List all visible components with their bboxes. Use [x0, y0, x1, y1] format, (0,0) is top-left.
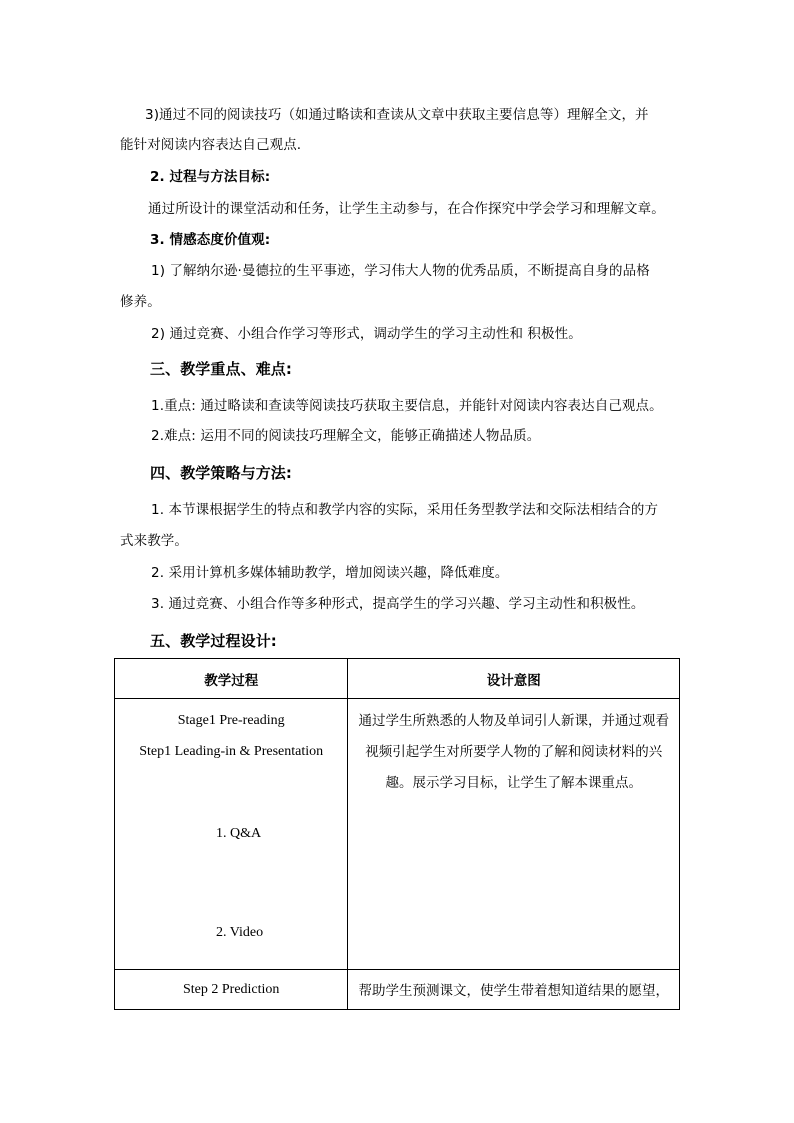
process-method-heading: 2. 过程与方法目标: [150, 169, 271, 185]
strategy-1-line-2: 式来教学。 [120, 533, 188, 549]
strategy-3: 3. 通过竞赛、小组合作等多种形式，提高学生的学习兴趣、学习主动性和积极性。 [151, 596, 645, 612]
table-row [115, 699, 680, 970]
intent1-line-3: 趣。展示学习目标，让学生了解本课重点。 [385, 775, 642, 791]
emotion-values-heading: 3. 情感态度价值观: [150, 232, 271, 248]
qa-item: 1. Q&A [216, 826, 262, 841]
intent2-line-1: 帮助学生预测课文，使学生带着想知道结果的愿望， [358, 983, 669, 999]
intent1-line-2: 视频引起学生对所要学人物的了解和阅读材料的兴 [365, 744, 663, 760]
process-cell-step2 [115, 970, 348, 1010]
section-4-heading: 四、教学策略与方法: [150, 464, 292, 482]
intent-cell-step2 [348, 970, 680, 1010]
header-teaching-process: 教学过程 [115, 659, 348, 699]
difficult-point: 2.难点: 运用不同的阅读技巧理解全文，能够正确描述人物品质。 [151, 428, 541, 444]
intent-cell-stage1 [348, 699, 680, 970]
stage1-label: Stage1 Pre-reading [177, 713, 285, 728]
step1-label: Step1 Leading-in & Presentation [139, 744, 324, 759]
process-method-text: 通过所设计的课堂活动和任务，让学生主动参与，在合作探究中学会学习和理解文章。 [148, 201, 665, 217]
emotion-item-1-line-1: 1) 了解纳尔逊·曼德拉的生平事迹，学习伟大人物的优秀品质，不断提高自身的品格 [151, 263, 650, 279]
video-item: 2. Video [216, 925, 264, 940]
objective-3-line-2: 能针对阅读内容表达自己观点. [120, 137, 302, 153]
emotion-item-1-line-2: 修养。 [120, 294, 161, 310]
strategy-1-line-1: 1. 本节课根据学生的特点和教学内容的实际，采用任务型教学法和交际法相结合的方 [151, 502, 659, 518]
key-point: 1.重点: 通过略读和查读等阅读技巧获取主要信息，并能针对阅读内容表达自己观点。 [151, 398, 663, 414]
header-design-intent: 设计意图 [348, 659, 680, 699]
table-header-row [115, 659, 680, 699]
step2-label: Step 2 Prediction [182, 982, 280, 997]
emotion-item-2: 2) 通过竞赛、小组合作学习等形式，调动学生的学习主动性和 积极性。 [151, 326, 582, 342]
process-cell-stage1 [115, 699, 348, 970]
teaching-process-table [114, 658, 680, 1010]
intent1-line-1: 通过学生所熟悉的人物及单词引人新课，并通过观看 [358, 713, 669, 729]
table-row [115, 970, 680, 1010]
strategy-2: 2. 采用计算机多媒体辅助教学，增加阅读兴趣，降低难度。 [151, 565, 509, 581]
objective-3-line-1: 3)通过不同的阅读技巧（如通过略读和查读从文章中获取主要信息等）理解全文，并 [145, 107, 649, 123]
section-3-heading: 三、教学重点、难点: [150, 360, 292, 378]
section-5-heading: 五、教学过程设计: [150, 632, 277, 650]
